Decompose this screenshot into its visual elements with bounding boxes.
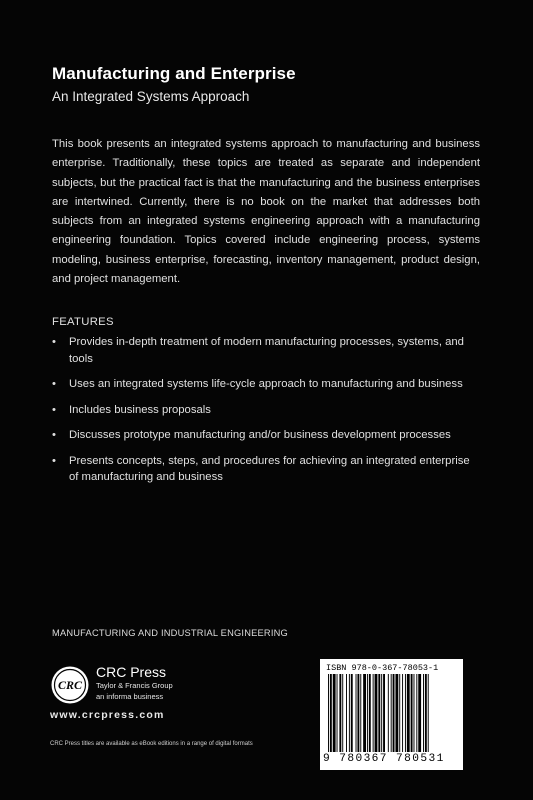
feature-item	[52, 376, 472, 393]
barcode-bar	[342, 674, 343, 752]
barcode-bar	[349, 674, 350, 752]
bullet-icon: •	[52, 403, 56, 416]
publisher-website[interactable]: www.crcpress.com	[50, 709, 165, 721]
barcode-bar	[416, 674, 417, 752]
feature-item	[52, 453, 472, 486]
barcode-bar	[363, 674, 366, 752]
barcode-bar	[411, 674, 413, 752]
barcode-bar	[356, 674, 357, 752]
barcode-bar	[425, 674, 427, 752]
publisher-informa: an informa business	[96, 692, 164, 701]
barcode-bar	[333, 674, 336, 752]
isbn-label: ISBN 978-0-367-78053-1	[326, 663, 439, 673]
barcode-bar	[402, 674, 403, 752]
publisher-block	[96, 664, 173, 702]
barcode-bar	[373, 674, 374, 752]
book-description: This book presents an integrated systems approach to manufacturing and business enterprise. Traditionally, these topics are treated as separate and independent subjects, but the practical fact is that the manufacturing and the business enterprises are intertwined. Currently, there is no book on the market that addresses both subjects from an integrated systems engineering approach with a manufacturing engineering foundation. Topics covered include engineering process, systems modeling, business enterprise, forecasting, inventory management, product design, and project management.	[52, 138, 480, 286]
barcode-bar	[339, 674, 341, 752]
barcode-bar	[360, 674, 361, 752]
barcode-bar	[369, 674, 371, 752]
crc-press-logo	[50, 665, 90, 705]
bullet-icon: •	[52, 378, 56, 390]
feature-item	[52, 402, 472, 419]
logo-text: CRC	[57, 678, 83, 692]
ebook-note: CRC Press titles are available as eBook editions in a range of digital formats	[50, 741, 253, 747]
barcode-bar	[393, 674, 395, 752]
barcode-bar	[395, 674, 398, 752]
barcode-digits: 9 780367 780531	[323, 753, 445, 765]
barcode-bar	[381, 674, 382, 752]
feature-text: Presents concepts, steps, and procedures for achieving an integrated enterprise of manufacturing and business	[69, 454, 470, 483]
feature-text: Uses an integrated systems life-cycle approach to manufacturing and business	[69, 378, 463, 390]
barcode-bar	[399, 674, 400, 752]
features-list	[52, 334, 472, 495]
book-subtitle: An Integrated Systems Approach	[52, 89, 250, 104]
isbn-barcode	[320, 659, 463, 770]
barcode-bar	[418, 674, 421, 752]
feature-text: Provides in-depth treatment of modern manufacturing processes, systems, and tools	[69, 336, 464, 365]
barcode-bar	[388, 674, 389, 752]
barcode-bar	[391, 674, 392, 752]
barcode-bar	[405, 674, 406, 752]
bullet-icon: •	[52, 336, 56, 348]
feature-text: Discusses prototype manufacturing and/or business development processes	[69, 429, 451, 441]
barcode-bar	[357, 674, 359, 752]
barcode-bar	[428, 674, 429, 752]
barcode-bar	[367, 674, 368, 752]
feature-item	[52, 427, 472, 444]
bullet-icon: •	[52, 429, 56, 441]
publisher-name: CRC Press	[96, 664, 167, 680]
barcode-bars	[326, 674, 457, 752]
barcode-bar	[414, 674, 415, 752]
barcode-bar	[346, 674, 347, 752]
barcode-bar	[351, 674, 353, 752]
series-name: MANUFACTURING AND INDUSTRIAL ENGINEERING	[52, 628, 288, 638]
bullet-icon: •	[52, 454, 56, 467]
book-title: Manufacturing and Enterprise	[52, 64, 296, 83]
barcode-bar	[423, 674, 424, 752]
barcode-bar	[407, 674, 410, 752]
barcode-bar	[383, 674, 385, 752]
barcode-bar	[337, 674, 338, 752]
feature-item	[52, 334, 472, 367]
barcode-bar	[375, 674, 378, 752]
barcode-bar	[378, 674, 380, 752]
barcode-bar	[328, 674, 329, 752]
publisher-group: Taylor & Francis Group	[96, 681, 173, 690]
features-heading: FEATURES	[52, 316, 114, 328]
barcode-bar	[330, 674, 332, 752]
feature-text: Includes business proposals	[69, 403, 211, 416]
